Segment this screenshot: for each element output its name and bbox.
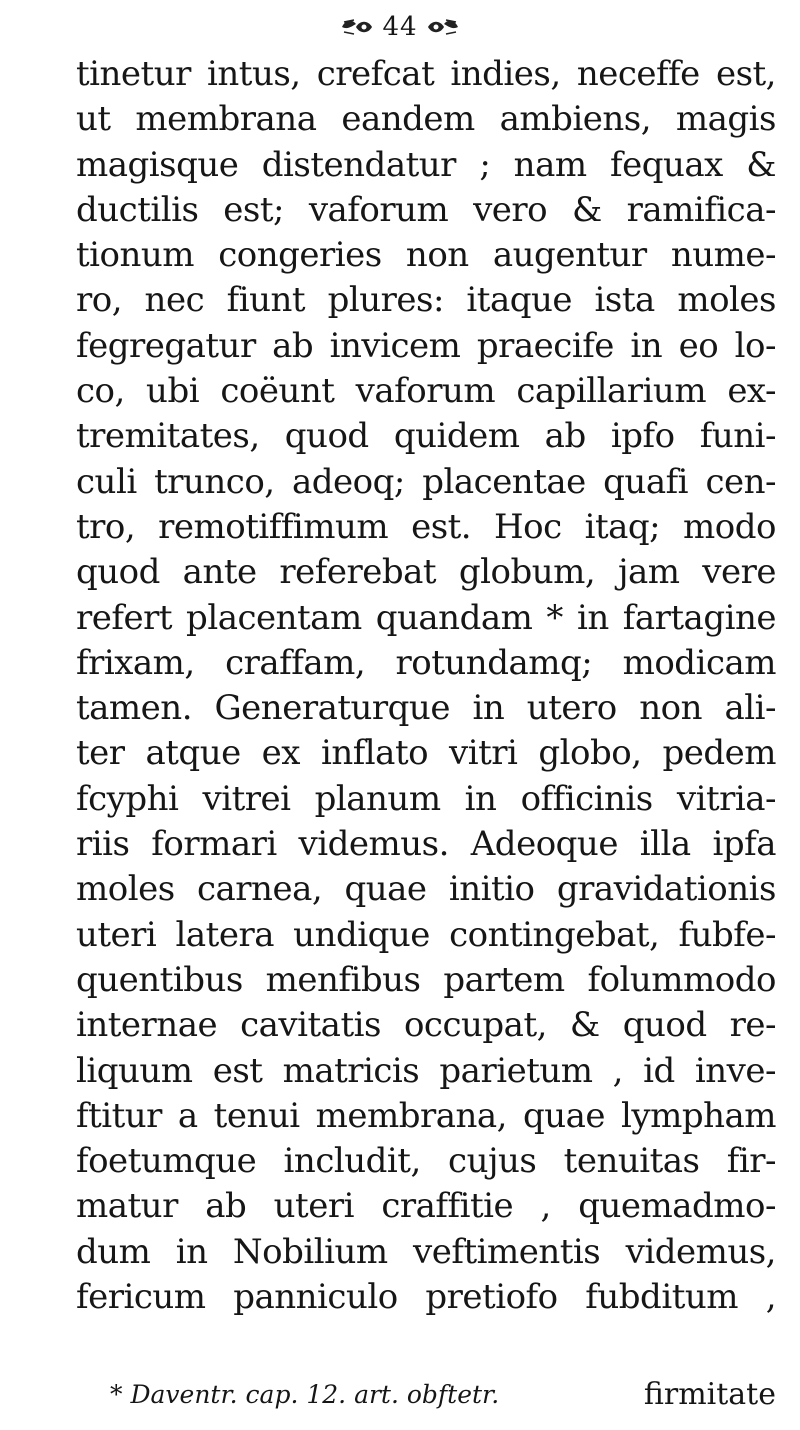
catchword: firmitate — [643, 1376, 776, 1412]
text-line: ro, nec fiunt plures: itaque ista moles — [76, 280, 776, 321]
text-line: tamen. Generaturque in utero non ali- — [76, 688, 776, 729]
text-line: ter atque ex inflato vitri globo, pedem — [76, 733, 776, 774]
text-line: uteri latera undique contingebat, fubfe- — [76, 914, 776, 955]
text-line: ductilis est; vaforum vero & ramifica- — [76, 189, 776, 230]
page-footer — [76, 1376, 776, 1412]
text-line: refert placentam quandam * in fartagine — [76, 597, 776, 638]
text-line: magisque distendatur ; nam fequax & — [76, 144, 776, 185]
text-line: tro, remotiffimum est. Hoc itaq; modo — [76, 506, 776, 547]
footnote: * Daventr. cap. 12. art. obftetr. — [110, 1379, 500, 1409]
left-ornament-icon — [340, 16, 374, 38]
body-text — [76, 52, 776, 1320]
text-line: co, ubi coëunt vaforum capillarium ex- — [76, 371, 776, 412]
text-line: frixam, craffam, rotundamq; modicam — [76, 642, 776, 683]
text-line: fegregatur ab invicem praecife in eo lo- — [76, 325, 776, 366]
text-line: fcyphi vitrei planum in officinis vitria- — [76, 778, 776, 819]
text-line: tremitates, quod quidem ab ipfo funi- — [76, 416, 776, 457]
text-line: tinetur intus, crefcat indies, neceffe est, — [76, 54, 776, 94]
text-line: riis formari videmus. Adeoque illa ipfa — [76, 824, 776, 865]
text-line: quod ante referebat globum, jam vere — [76, 552, 776, 593]
text-line: internae cavitatis occupat, & quod re- — [76, 1005, 776, 1046]
text-line: ftitur a tenui membrana, quae lympham — [76, 1095, 776, 1136]
text-line: liquum est matricis parietum , id inve- — [76, 1050, 776, 1091]
text-line: matur ab uteri craffitie , quemadmo- — [76, 1186, 776, 1227]
page-number: 44 — [382, 12, 418, 42]
right-ornament-icon — [426, 16, 460, 38]
text-line: culi trunco, adeoq; placentae quafi cen- — [76, 461, 776, 502]
text-line: foetumque includit, cujus tenuitas fir- — [76, 1141, 776, 1182]
text-line: quentibus menfibus partem folummodo — [76, 959, 776, 1000]
text-line: moles carnea, quae initio gravidationis — [76, 869, 776, 910]
text-line: dum in Nobilium veftimentis videmus, — [76, 1231, 776, 1272]
page-header — [0, 4, 800, 50]
text-line: tionum congeries non augentur nume- — [76, 235, 776, 276]
text-line: ut membrana eandem ambiens, magis — [76, 99, 776, 140]
text-line: fericum panniculo pretiofo fubditum , — [76, 1277, 776, 1318]
